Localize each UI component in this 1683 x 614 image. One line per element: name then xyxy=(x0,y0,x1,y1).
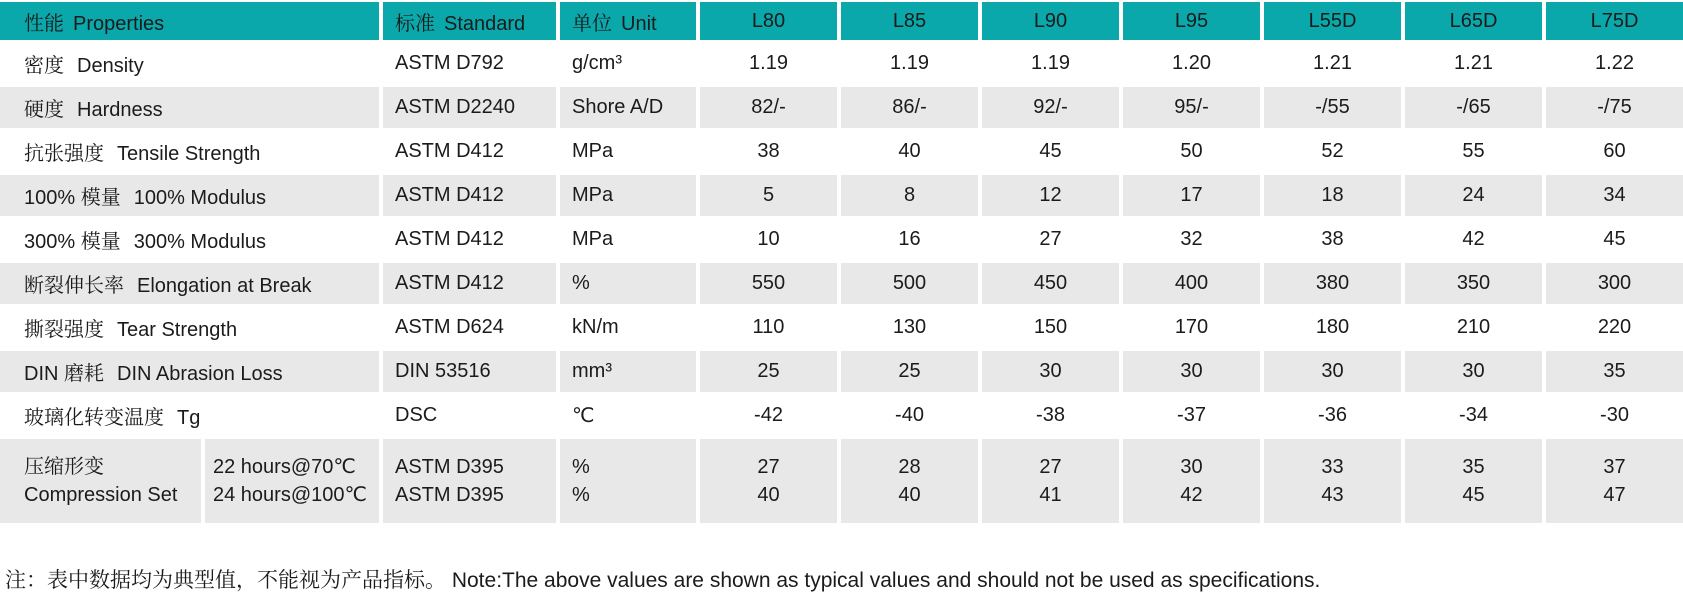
value-line: 28 xyxy=(898,456,921,478)
property-zh: 抗张强度 xyxy=(24,143,104,165)
property-zh: 密度 xyxy=(24,55,64,77)
table-row xyxy=(0,175,1683,216)
property-en: Compression Set xyxy=(24,484,178,506)
header-grade-l75d: L75D xyxy=(1546,2,1683,40)
table-row xyxy=(0,351,1683,392)
value-cell: -30 xyxy=(1546,395,1683,436)
property-en: Tensile Strength xyxy=(117,143,261,165)
header-row xyxy=(0,2,1683,40)
value-cell: -/55 xyxy=(1264,87,1401,128)
standard-cell: ASTM D2240 xyxy=(383,87,556,128)
unit-cell: MPa xyxy=(560,175,696,216)
unit-cell: Shore A/D xyxy=(560,87,696,128)
value-cell: 1.19 xyxy=(982,43,1119,84)
value-line: 45 xyxy=(1462,484,1485,506)
value-cell xyxy=(982,439,1119,523)
unit-cell: ℃ xyxy=(560,395,696,436)
property-cell xyxy=(0,175,379,216)
value-cell: -38 xyxy=(982,395,1119,436)
value-line: 27 xyxy=(757,456,780,478)
header-grade-l85: L85 xyxy=(841,2,978,40)
unit-line: % xyxy=(572,484,590,506)
property-zh: 300% 模量 xyxy=(24,231,121,253)
compression-split xyxy=(0,439,379,523)
value-cell: 25 xyxy=(841,351,978,392)
header-grade-l55d: L55D xyxy=(1264,2,1401,40)
value-cell: 52 xyxy=(1264,131,1401,172)
value-cell: 220 xyxy=(1546,307,1683,348)
property-zh: 硬度 xyxy=(24,99,64,121)
property-cell xyxy=(0,43,379,84)
note-text: 注：表中数据均为典型值，不能视为产品指标。 Note:The above values are shown as typical values and should not be used as specifications. xyxy=(5,569,1321,592)
property-zh: 压缩形变 xyxy=(24,456,104,478)
property-zh: 玻璃化转变温度 xyxy=(24,407,164,429)
value-line: 35 xyxy=(1462,456,1485,478)
property-en: 100% Modulus xyxy=(133,187,267,209)
header-properties xyxy=(0,2,379,40)
table-row xyxy=(0,219,1683,260)
condition-text: 22 hours@70℃ xyxy=(213,456,356,478)
value-cell: 82/- xyxy=(700,87,837,128)
value-cell: 40 xyxy=(841,131,978,172)
property-en: Tear Strength xyxy=(117,319,238,341)
standard-line: ASTM D395 xyxy=(395,456,504,478)
value-cell: 92/- xyxy=(982,87,1119,128)
value-cell: 18 xyxy=(1264,175,1401,216)
table-row xyxy=(0,263,1683,304)
value-cell: 400 xyxy=(1123,263,1260,304)
standard-cell: ASTM D624 xyxy=(383,307,556,348)
value-cell: 380 xyxy=(1264,263,1401,304)
header-properties-zh: 性能 xyxy=(24,12,64,35)
value-cell: 25 xyxy=(700,351,837,392)
unit-cell: MPa xyxy=(560,219,696,260)
unit-cell xyxy=(560,439,696,523)
value-cell: 450 xyxy=(982,263,1119,304)
property-zh: DIN 磨耗 xyxy=(24,363,104,385)
value-cell: -42 xyxy=(700,395,837,436)
value-cell: 110 xyxy=(700,307,837,348)
property-en: Density xyxy=(77,55,144,77)
value-cell: 27 xyxy=(982,219,1119,260)
value-cell: 12 xyxy=(982,175,1119,216)
value-cell: 1.19 xyxy=(700,43,837,84)
standard-cell: DSC xyxy=(383,395,556,436)
value-cell: 34 xyxy=(1546,175,1683,216)
compression-label xyxy=(0,439,201,523)
value-line: 33 xyxy=(1321,456,1344,478)
value-cell: 38 xyxy=(700,131,837,172)
value-cell: -40 xyxy=(841,395,978,436)
value-cell: -37 xyxy=(1123,395,1260,436)
header-standard-en: Standard xyxy=(444,12,526,35)
value-cell: 32 xyxy=(1123,219,1260,260)
table-row-compression-set xyxy=(0,439,1683,523)
value-line: 27 xyxy=(1039,456,1062,478)
unit-cell: MPa xyxy=(560,131,696,172)
value-cell: 1.21 xyxy=(1264,43,1401,84)
table-row xyxy=(0,131,1683,172)
value-cell: 60 xyxy=(1546,131,1683,172)
property-cell xyxy=(0,351,379,392)
value-cell xyxy=(1123,439,1260,523)
header-unit-en: Unit xyxy=(621,12,657,35)
value-cell: 17 xyxy=(1123,175,1260,216)
table-row xyxy=(0,43,1683,84)
property-en: Tg xyxy=(177,407,201,429)
value-cell: 1.20 xyxy=(1123,43,1260,84)
unit-cell: kN/m xyxy=(560,307,696,348)
unit-cell: % xyxy=(560,263,696,304)
value-line: 47 xyxy=(1603,484,1626,506)
value-cell xyxy=(700,439,837,523)
property-cell xyxy=(0,307,379,348)
value-cell: -/65 xyxy=(1405,87,1542,128)
value-cell: 300 xyxy=(1546,263,1683,304)
value-cell: 38 xyxy=(1264,219,1401,260)
value-cell: 42 xyxy=(1405,219,1542,260)
header-unit xyxy=(560,2,696,40)
property-cell xyxy=(0,87,379,128)
property-cell xyxy=(0,131,379,172)
value-cell: 350 xyxy=(1405,263,1542,304)
value-cell: 170 xyxy=(1123,307,1260,348)
value-cell xyxy=(1264,439,1401,523)
value-line: 37 xyxy=(1603,456,1626,478)
property-cell xyxy=(0,219,379,260)
header-grade-l65d: L65D xyxy=(1405,2,1542,40)
property-en: Elongation at Break xyxy=(137,275,312,297)
value-cell: 1.19 xyxy=(841,43,978,84)
value-cell: -/75 xyxy=(1546,87,1683,128)
standard-line: ASTM D395 xyxy=(395,484,504,506)
property-zh: 撕裂强度 xyxy=(24,319,104,341)
standard-cell: DIN 53516 xyxy=(383,351,556,392)
value-cell: 550 xyxy=(700,263,837,304)
value-cell: 35 xyxy=(1546,351,1683,392)
value-line: 43 xyxy=(1321,484,1344,506)
value-cell: 55 xyxy=(1405,131,1542,172)
value-cell: 30 xyxy=(1405,351,1542,392)
value-cell: 180 xyxy=(1264,307,1401,348)
value-line: 40 xyxy=(898,484,921,506)
table-row xyxy=(0,87,1683,128)
value-line: 30 xyxy=(1180,456,1203,478)
table-row xyxy=(0,307,1683,348)
value-cell: 1.22 xyxy=(1546,43,1683,84)
value-cell: 5 xyxy=(700,175,837,216)
value-cell xyxy=(1405,439,1542,523)
value-cell: 30 xyxy=(982,351,1119,392)
value-cell: -36 xyxy=(1264,395,1401,436)
property-zh: 100% 模量 xyxy=(24,187,121,209)
standard-cell: ASTM D792 xyxy=(383,43,556,84)
value-cell: 50 xyxy=(1123,131,1260,172)
standard-cell: ASTM D412 xyxy=(383,263,556,304)
value-cell: 210 xyxy=(1405,307,1542,348)
table-row xyxy=(0,395,1683,436)
value-cell: 30 xyxy=(1123,351,1260,392)
value-cell: -34 xyxy=(1405,395,1542,436)
header-unit-zh: 单位 xyxy=(572,12,612,35)
value-cell: 95/- xyxy=(1123,87,1260,128)
standard-cell: ASTM D412 xyxy=(383,131,556,172)
header-grade-l90: L90 xyxy=(982,2,1119,40)
value-cell: 10 xyxy=(700,219,837,260)
header-standard-zh: 标准 xyxy=(395,12,435,35)
value-cell: 30 xyxy=(1264,351,1401,392)
standard-cell: ASTM D412 xyxy=(383,175,556,216)
property-en: DIN Abrasion Loss xyxy=(117,363,283,385)
property-cell xyxy=(0,395,379,436)
value-line: 40 xyxy=(757,484,780,506)
property-zh: 断裂伸长率 xyxy=(24,275,124,297)
value-cell: 1.21 xyxy=(1405,43,1542,84)
value-cell: 86/- xyxy=(841,87,978,128)
unit-cell: g/cm³ xyxy=(560,43,696,84)
value-cell: 150 xyxy=(982,307,1119,348)
value-cell: 8 xyxy=(841,175,978,216)
property-en: 300% Modulus xyxy=(133,231,267,253)
value-line: 41 xyxy=(1039,484,1062,506)
value-cell: 16 xyxy=(841,219,978,260)
standard-cell: ASTM D412 xyxy=(383,219,556,260)
value-cell: 45 xyxy=(1546,219,1683,260)
value-cell: 24 xyxy=(1405,175,1542,216)
header-standard xyxy=(383,2,556,40)
property-en: Hardness xyxy=(77,99,163,121)
standard-cell xyxy=(383,439,556,523)
value-cell: 45 xyxy=(982,131,1119,172)
value-cell: 500 xyxy=(841,263,978,304)
header-properties-en: Properties xyxy=(73,12,165,35)
condition-text: 24 hours@100℃ xyxy=(213,484,367,506)
unit-line: % xyxy=(572,456,590,478)
value-cell xyxy=(841,439,978,523)
compression-conditions xyxy=(205,439,379,523)
unit-cell: mm³ xyxy=(560,351,696,392)
property-cell xyxy=(0,439,379,523)
value-cell: 130 xyxy=(841,307,978,348)
header-grade-l80: L80 xyxy=(700,2,837,40)
header-grade-l95: L95 xyxy=(1123,2,1260,40)
value-cell xyxy=(1546,439,1683,523)
property-cell xyxy=(0,263,379,304)
value-line: 42 xyxy=(1180,484,1203,506)
